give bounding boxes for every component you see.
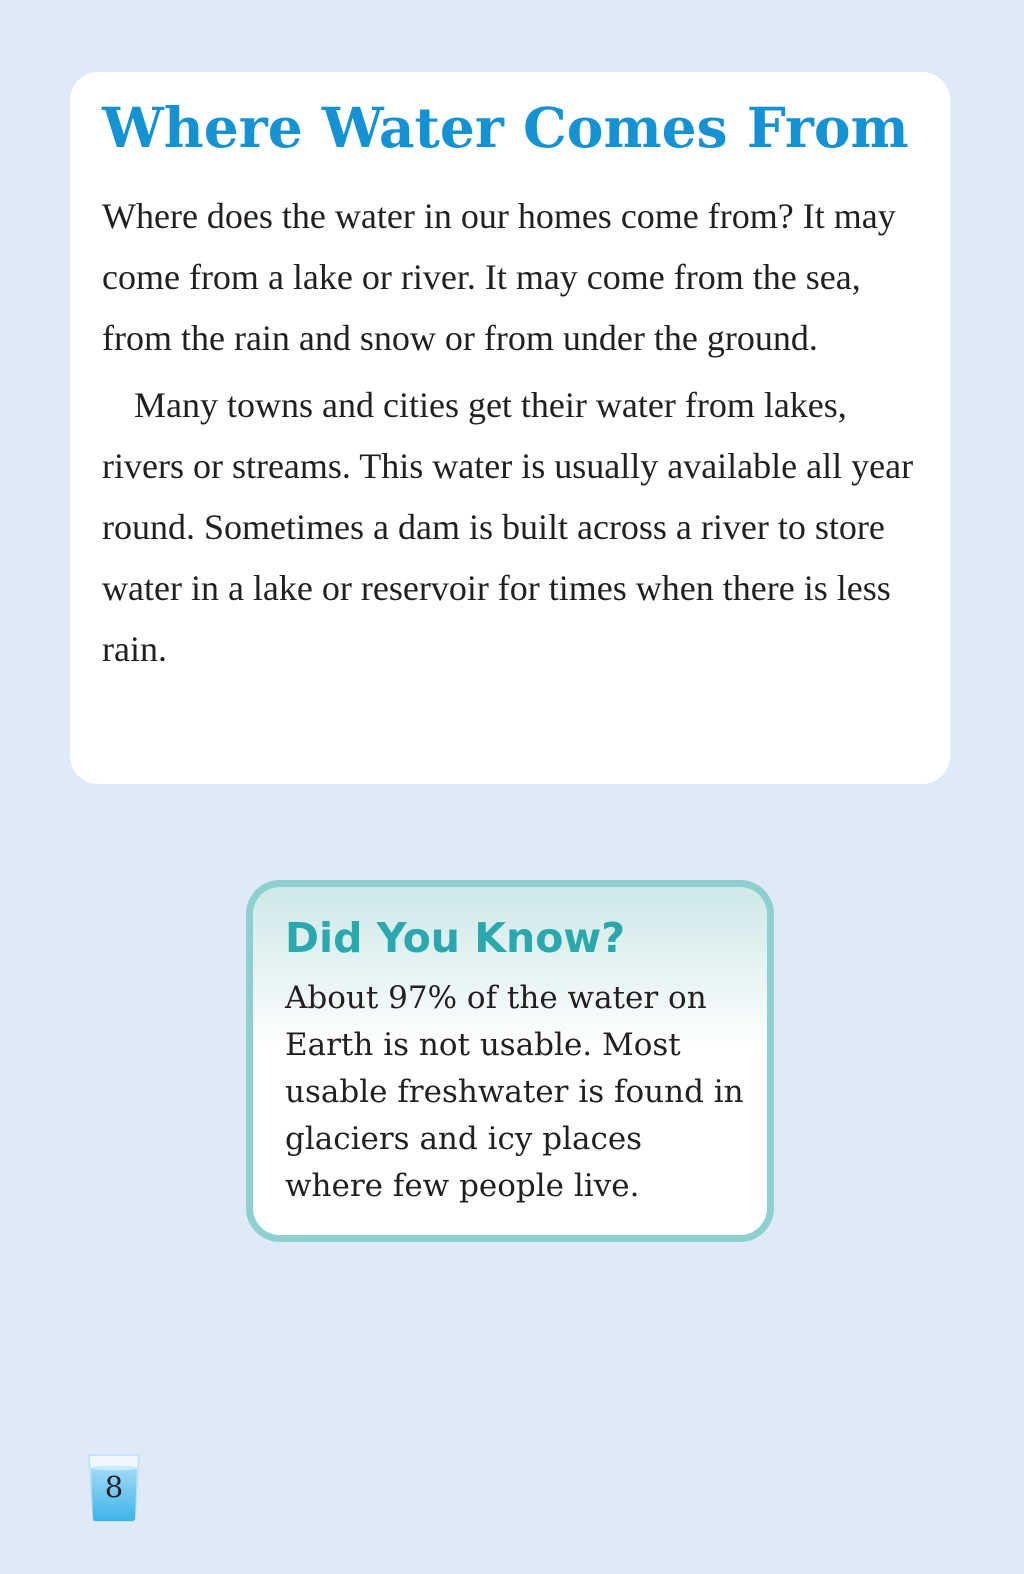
page-number: 8 [104, 1470, 124, 1504]
body-paragraph-1: Where does the water in our homes come from? It may come from a lake or river. It may come from the sea, from the rain and snow or from under the ground. [102, 196, 896, 358]
did-you-know-title: Did You Know? [285, 914, 626, 962]
page-title: Where Water Comes From [102, 95, 909, 160]
did-you-know-text: About 97% of the water on Earth is not usable. Most usable freshwater is found in glaciers and icy places where few people live. [285, 980, 744, 1204]
did-you-know-box [246, 880, 774, 1242]
body-paragraph-2: Many towns and cities get their water from lakes, rivers or streams. This water is usually available all year round. Sometimes a dam is built across a river to store water in a lake or reservoir for times when there is less rain. [102, 385, 914, 669]
page-number-marker [87, 1452, 141, 1522]
main-text-card [70, 72, 950, 784]
